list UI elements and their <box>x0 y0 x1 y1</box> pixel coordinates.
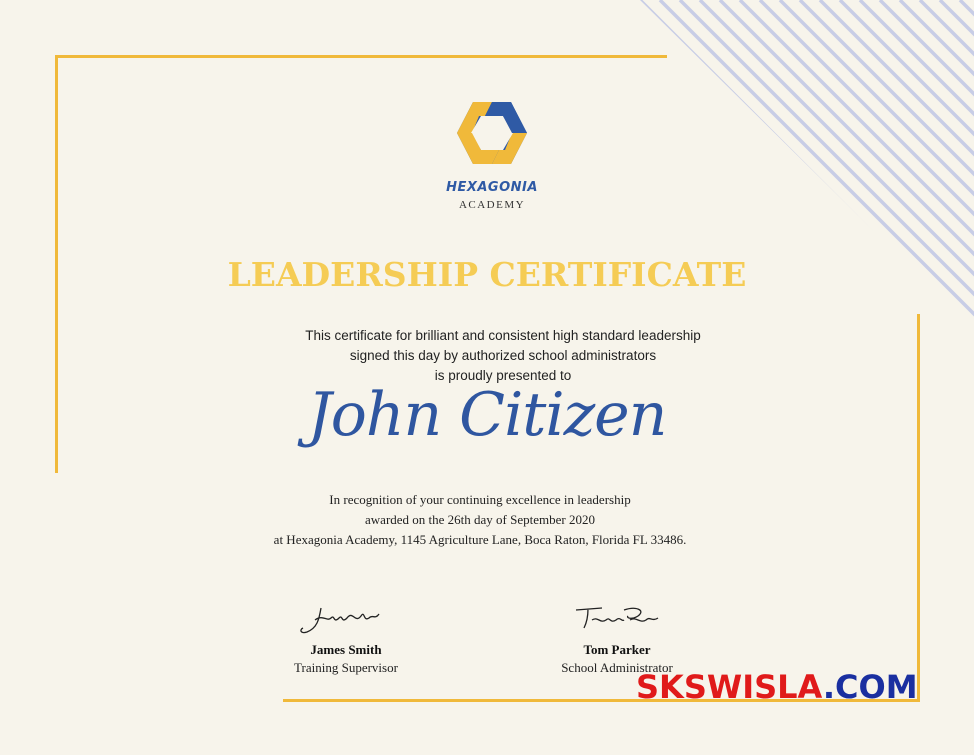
signature-block-2 <box>517 602 717 676</box>
intro-line: This certificate for brilliant and consistent high standard leadership <box>305 328 701 343</box>
intro-text <box>200 326 806 386</box>
hexagon-logo-icon <box>455 98 529 168</box>
handwritten-signature-2 <box>562 602 672 638</box>
frame-left-line <box>55 55 58 473</box>
frame-top-line <box>55 55 667 58</box>
recognition-line: awarded on the 26th day of September 2020 <box>365 512 595 527</box>
recipient-name: John Citizen <box>307 380 667 450</box>
intro-line: is proudly presented to <box>434 368 572 383</box>
intro-line: signed this day by authorized school administrators <box>349 348 657 363</box>
watermark-text <box>636 668 936 706</box>
recognition-line: In recognition of your continuing excellence in leadership <box>329 492 631 507</box>
recognition-text <box>200 490 760 550</box>
signatory-name: James Smith <box>310 642 382 657</box>
brand-name: HEXAGONIA <box>446 180 538 195</box>
watermark-part-2: .COM <box>822 668 918 706</box>
signature-block-1 <box>246 602 446 676</box>
frame-right-line <box>917 314 920 702</box>
brand-subtitle: ACADEMY <box>458 199 526 211</box>
certificate-title: LEADERSHIP CERTIFICATE <box>227 255 747 294</box>
handwritten-signature-1 <box>291 602 401 638</box>
signatory-role: Training Supervisor <box>294 660 398 675</box>
recognition-line: at Hexagonia Academy, 1145 Agriculture Lane, Boca Raton, Florida FL 33486. <box>273 532 687 547</box>
signatory-role: School Administrator <box>561 660 673 675</box>
signatory-name: Tom Parker <box>583 642 651 657</box>
watermark-part-1: SKSWISLA <box>636 668 823 706</box>
